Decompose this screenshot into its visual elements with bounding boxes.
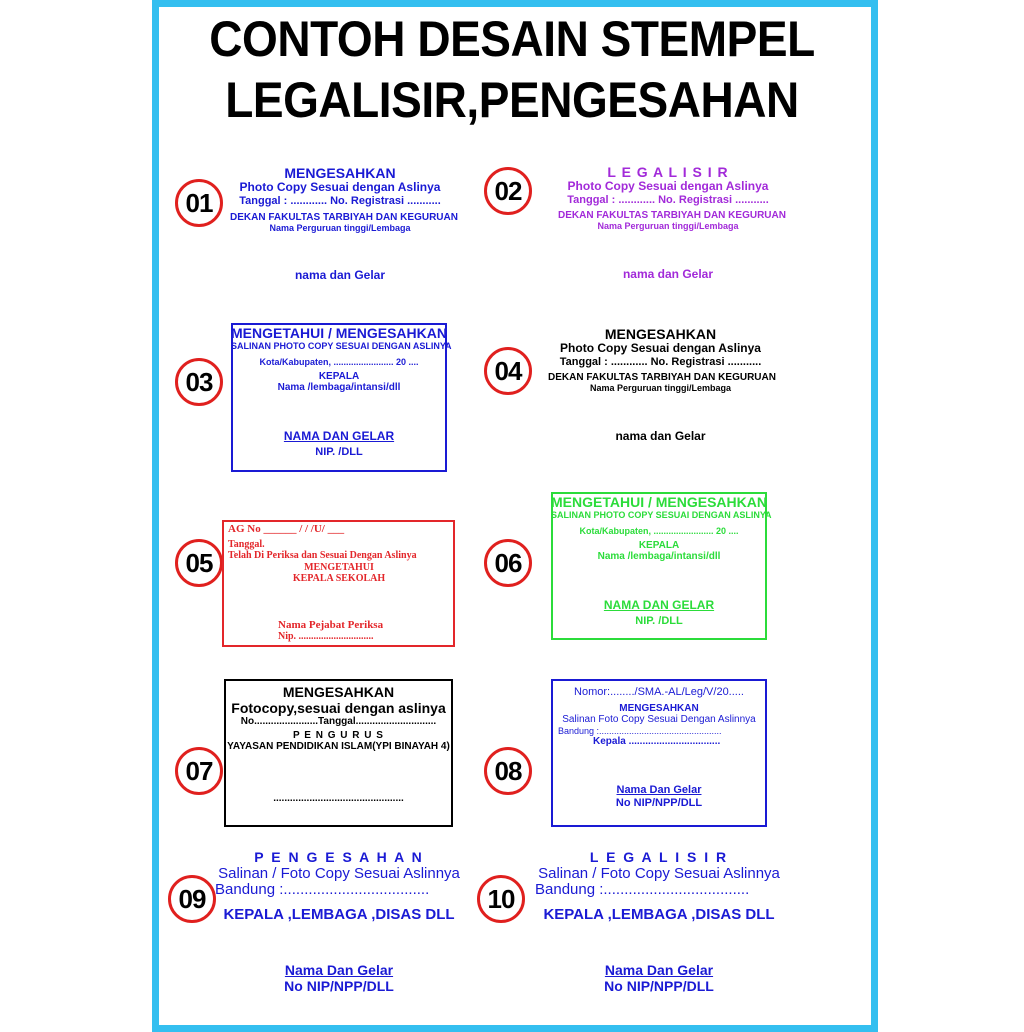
stamp-06-line-1: SALINAN PHOTO COPY SESUAI DENGAN ASLINYA [551,510,772,521]
stamp-01 [230,165,458,283]
number-badge-10: 10 [477,875,525,923]
stamp-10-name: Nama Dan Gelar [604,961,714,978]
stamp-09 [200,849,478,994]
stamp-01-line-4: Nama Perguruan tinggi/Lembaga [269,223,411,234]
stamp-02-line-4: Nama Perguruan tinggi/Lembaga [597,221,739,232]
stamp-02-name: nama dan Gelar [622,267,714,282]
stamp-06-line-2: Kota/Kabupaten, ........................ 20 .... [579,526,739,537]
stamp-05-nip: Nip. .............................. [278,631,374,643]
stamp-01-line-3: DEKAN FAKULTAS TARBIYAH DAN KEGURUAN [230,211,458,223]
stamp-07-line-4: YAYASAN PENDIDIKAN ISLAM(YPI BINAYAH 4) [227,741,450,753]
stamp-06-title: MENGETAHUI / MENGESAHKAN [551,494,767,510]
stamp-07-line-3: P E N G U R U S [293,729,384,741]
stamp-03-line-2: Kota/Kabupaten, ........................ 20 .... [259,357,419,368]
stamp-05-line-5: KEPALA SEKOLAH [292,573,386,585]
stamp-07-title: MENGESAHKAN [282,684,395,700]
stamp-07 [224,684,453,804]
stamp-04 [548,326,776,444]
stamp-09-title: P E N G E S A H A N [254,849,424,865]
stamp-02-line-3: DEKAN FAKULTAS TARBIYAH DAN KEGURUAN [558,209,786,221]
stamp-06-line-3: KEPALA [638,539,680,551]
number-badge-03: 03 [175,358,223,406]
stamp-01-line-1: Photo Copy Sesuai dengan Aslinya [239,180,441,195]
stamp-10-title: L E G A L I S I R [589,849,729,865]
stamp-04-name: nama dan Gelar [615,429,706,444]
stamp-10-nip: No NIP/NPP/DLL [604,977,714,994]
poster-title-line-1: CONTOH DESAIN STEMPEL [209,11,815,67]
stamp-02-line-1: Photo Copy Sesuai dengan Aslinya [567,179,769,194]
stamp-02-line-2: Tanggal : ............ No. Registrasi ........... [567,193,769,206]
stamp-04-line-2: Tanggal : ............ No. Registrasi ........... [559,355,762,368]
stamp-06-line-4: Nama /lembaga/intansi/dll [597,551,721,563]
stamp-05 [228,523,450,643]
poster-title-line-2: LEGALISIR,PENGESAHAN [225,72,799,128]
stamp-08-line-2: MENGESAHKAN [619,702,699,714]
stamp-04-line-4: Nama Perguruan tinggi/Lembaga [589,383,732,394]
stamp-08-nip: No NIP/NPP/DLL [615,797,703,810]
number-badge-08: 08 [484,747,532,795]
stamp-08 [551,686,767,810]
stamp-09-line-1: Salinan / Foto Copy Sesuai Aslinnya [218,865,460,883]
stamp-05-name: Nama Pejabat Periksa [278,618,384,631]
stamp-06-nip: NIP. /DLL [635,614,683,627]
number-badge-06: 06 [484,539,532,587]
stamp-06 [551,494,772,627]
number-badge-01: 01 [175,179,223,227]
stamp-01-line-2: Tanggal : ............ No. Registrasi ........... [239,194,441,207]
stamp-05-line-1: AG No ______ / / /U/ ___ [228,523,345,535]
stamp-08-line-5: Kepala ................................. [593,735,721,747]
stamp-05-line-3: Telah Di Periksa dan Sesuai Dengan Aslinya [228,550,417,562]
number-badge-02: 02 [484,167,532,215]
stamp-03 [231,325,452,458]
stamp-09-line-3: KEPALA ,LEMBAGA ,DISAS DLL [223,906,455,924]
stamp-10-line-2: Bandung :................................... [535,881,750,899]
stamp-03-line-4: Nama /lembaga/intansi/dll [277,382,401,394]
stamp-04-line-3: DEKAN FAKULTAS TARBIYAH DAN KEGURUAN [548,371,776,383]
stamp-05-line-2: Tanggal. [228,538,265,550]
stamp-03-title: MENGETAHUI / MENGESAHKAN [231,325,447,341]
stamp-09-name: Nama Dan Gelar [284,961,394,978]
number-badge-07: 07 [175,747,223,795]
stamp-02-title: L E G A L I S I R [607,164,729,180]
number-badge-09: 09 [168,875,216,923]
stamp-10 [520,849,798,994]
stamp-09-line-2: Bandung :................................... [215,881,430,899]
stamp-08-line-1: Nomor:......../SMA.-AL/Leg/V/20..... [574,686,744,698]
stamp-03-line-1: SALINAN PHOTO COPY SESUAI DENGAN ASLINYA [231,341,452,352]
stamp-04-line-1: Photo Copy Sesuai dengan Aslinya [560,341,761,356]
number-badge-04: 04 [484,347,532,395]
stamp-07-line-1: Fotocopy,sesuai dengan aslinya [231,700,446,717]
stamp-03-nip: NIP. /DLL [315,445,363,458]
stamp-08-line-4: Bandung :................................................. [558,725,722,736]
stamp-01-title: MENGESAHKAN [284,165,396,181]
stamp-02 [558,164,786,282]
stamp-08-name: Nama Dan Gelar [616,784,702,797]
number-badge-05: 05 [175,539,223,587]
stamp-03-name: NAMA DAN GELAR [283,428,395,443]
stamp-10-line-1: Salinan / Foto Copy Sesuai Aslinnya [538,865,780,883]
stamp-03-line-3: KEPALA [318,370,360,382]
stamp-04-title: MENGESAHKAN [604,326,717,342]
stamp-05-line-4: MENGETAHUI [304,561,374,573]
stamp-06-name: NAMA DAN GELAR [603,597,715,612]
stamp-08-line-3: Salinan Foto Copy Sesuai Dengan Aslinnya [562,714,756,726]
stamp-07-line-2: No.......................Tanggal............................. [240,716,437,728]
stamp-07-sign-line: ............................................... [273,792,404,804]
stamp-10-line-3: KEPALA ,LEMBAGA ,DISAS DLL [543,906,775,924]
stamp-09-nip: No NIP/NPP/DLL [284,977,394,994]
stamp-01-name: nama dan Gelar [294,268,386,283]
